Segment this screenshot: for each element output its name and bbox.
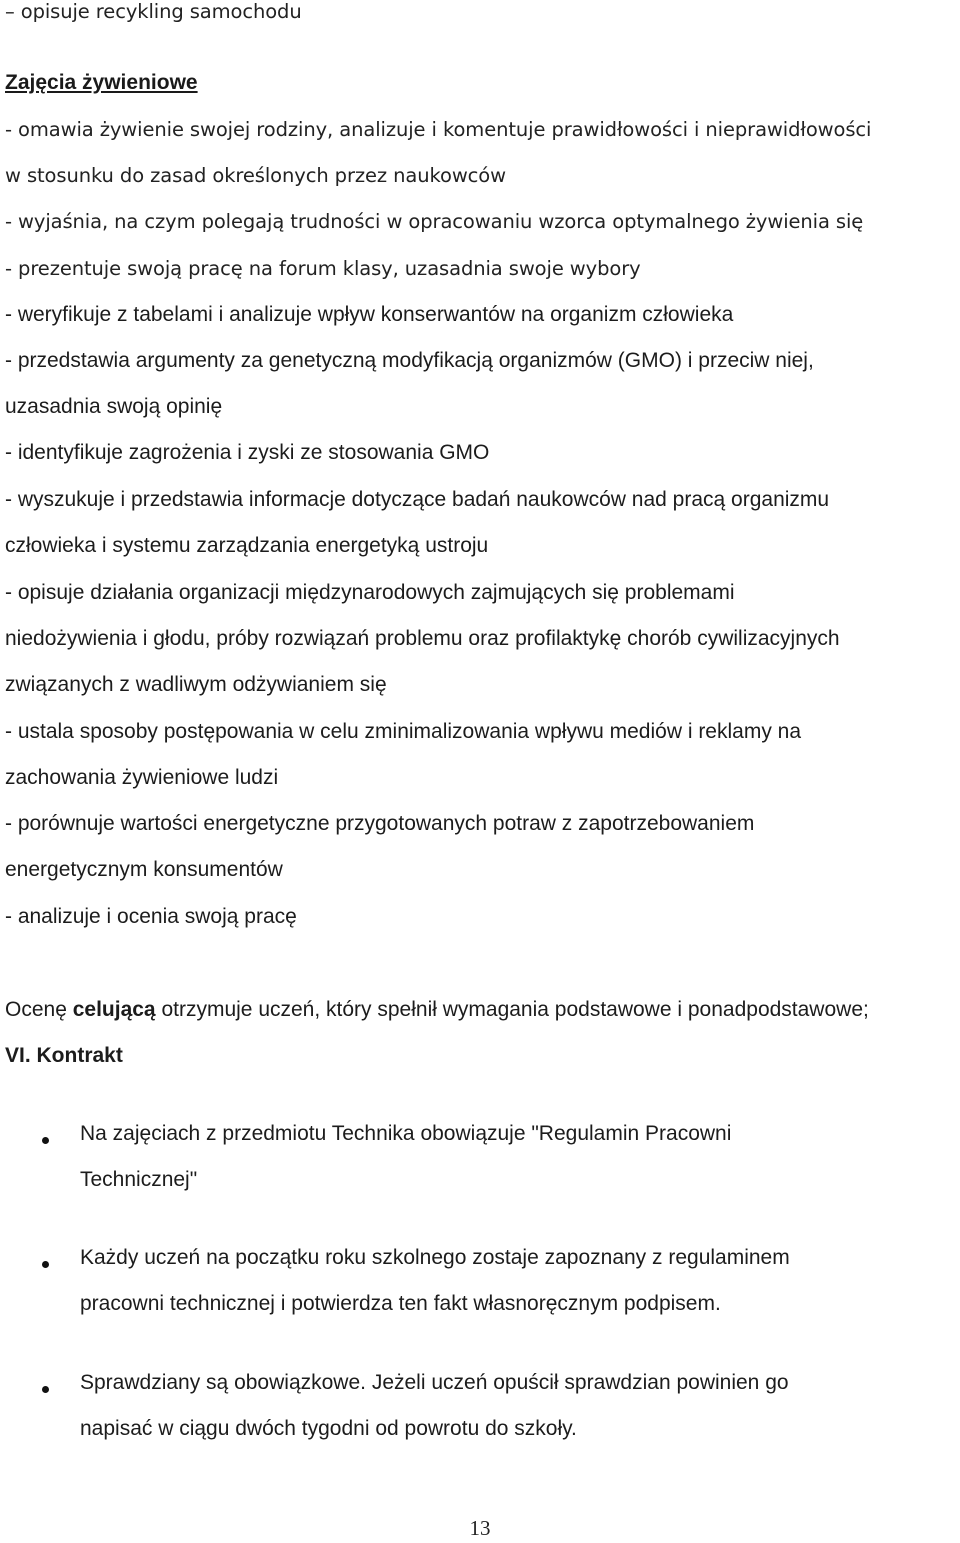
section-line: niedożywienia i głodu, próby rozwiązań problemu oraz profilaktykę chorób cywilizacyjnych <box>5 627 840 650</box>
section-line: w stosunku do zasad określonych przez naukowców <box>5 164 506 187</box>
bullet-line: Na zajęciach z przedmiotu Technika obowiązuje "Regulamin Pracowni <box>80 1122 732 1145</box>
grade-line <box>5 996 869 1024</box>
section-line: - ustala sposoby postępowania w celu zminimalizowania wpływu mediów i reklamy na <box>5 720 802 743</box>
bullet-dot-icon <box>42 1261 49 1268</box>
section-line: - prezentuje swoją pracę na forum klasy, uzasadnia swoje wybory <box>5 257 641 280</box>
section-line: - omawia żywienie swojej rodziny, analizuje i komentuje prawidłowości i nieprawidłowości <box>5 118 872 141</box>
section-line: zachowania żywieniowe ludzi <box>5 766 279 789</box>
section-line: - analizuje i ocenia swoją pracę <box>5 905 297 928</box>
bullet-line: Sprawdziany są obowiązkowe. Jeżeli uczeń opuścił sprawdzian powinien go <box>80 1371 789 1394</box>
section-line: - przedstawia argumenty za genetyczną modyfikacją organizmów (GMO) i przeciw niej, <box>5 349 814 372</box>
bullet-line: napisać w ciągu dwóch tygodni od powrotu do szkoły. <box>80 1417 577 1440</box>
section-heading: Zajęcia żywieniowe <box>5 71 198 94</box>
bullet-dot-icon <box>42 1386 49 1393</box>
section-line: - identyfikuje zagrożenia i zyski ze stosowania GMO <box>5 441 490 464</box>
section-line: uzasadnia swoją opinię <box>5 395 223 418</box>
section-line: - opisuje działania organizacji międzynarodowych zajmujących się problemami <box>5 581 735 604</box>
bullet-dot-icon <box>42 1137 49 1144</box>
section-line: związanych z wadliwym odżywianiem się <box>5 673 387 696</box>
section-line: energetycznym konsumentów <box>5 858 283 881</box>
bullet-line: pracowni technicznej i potwierdza ten fakt własnoręcznym podpisem. <box>80 1292 721 1315</box>
bullet-line: Technicznej" <box>80 1168 198 1191</box>
contract-heading: VI. Kontrakt <box>5 1044 123 1067</box>
page-number: 13 <box>469 1516 491 1540</box>
top-line: – opisuje recykling samochodu <box>5 0 302 23</box>
section-line: - wyszukuje i przedstawia informacje dotyczące badań naukowców nad pracą organizmu <box>5 488 830 511</box>
grade-prefix: Ocenę <box>5 998 73 1021</box>
grade-bold: celującą <box>72 998 156 1021</box>
section-line: - porównuje wartości energetyczne przygotowanych potraw z zapotrzebowaniem <box>5 812 755 835</box>
bullet-line: Każdy uczeń na początku roku szkolnego zostaje zapoznany z regulaminem <box>80 1246 790 1269</box>
section-line: człowieka i systemu zarządzania energetyką ustroju <box>5 534 489 557</box>
grade-suffix: otrzymuje uczeń, który spełnił wymagania podstawowe i ponadpodstawowe; <box>155 998 869 1021</box>
section-line: - wyjaśnia, na czym polegają trudności w opracowaniu wzorca optymalnego żywienia się <box>5 210 864 233</box>
section-line: - weryfikuje z tabelami i analizuje wpływ konserwantów na organizm człowieka <box>5 303 734 326</box>
